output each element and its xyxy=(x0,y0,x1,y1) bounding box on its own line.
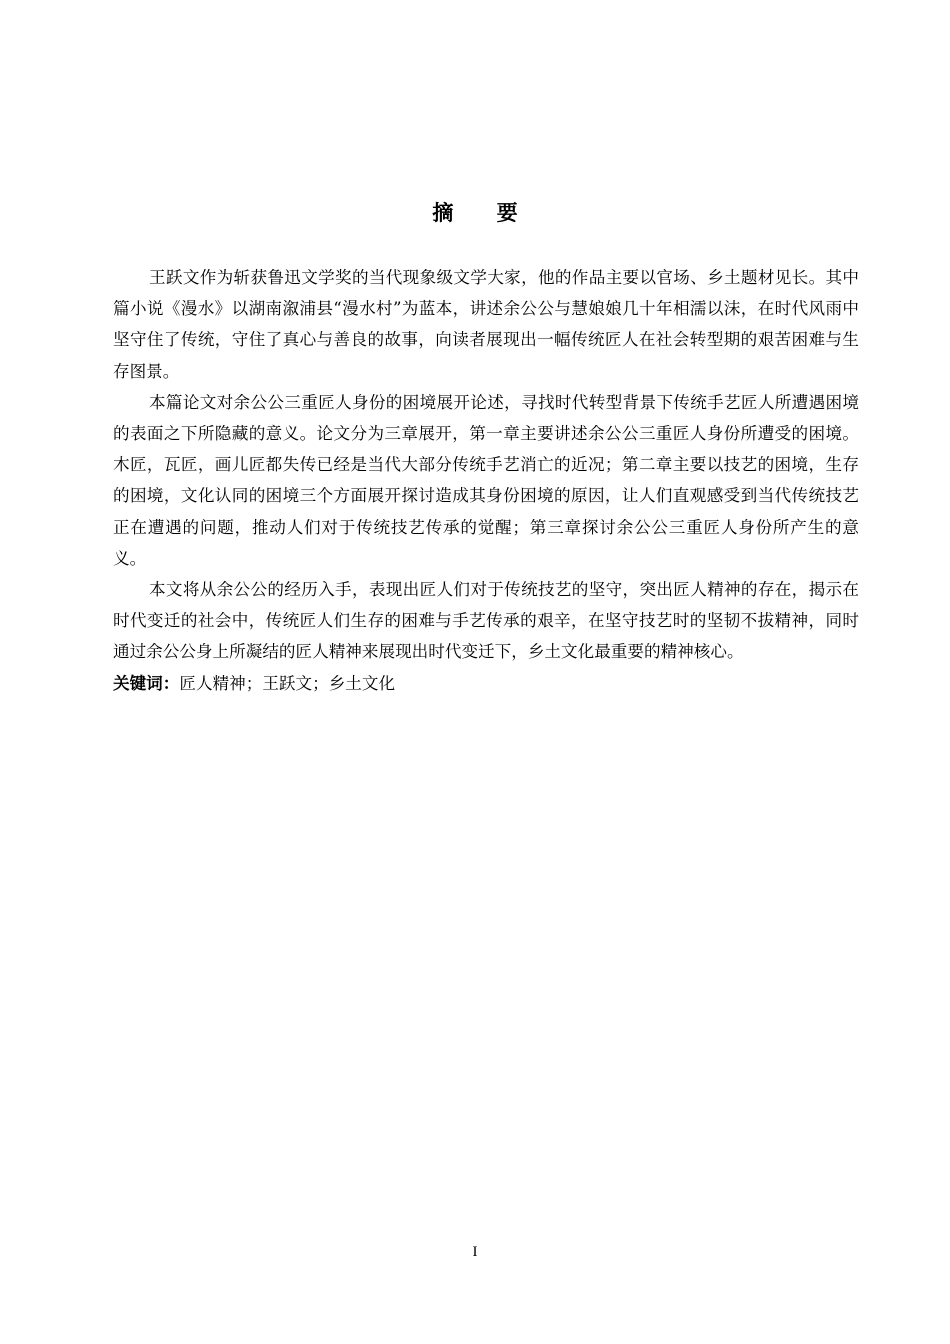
page-number: I xyxy=(472,1244,478,1260)
abstract-body xyxy=(113,262,859,699)
keywords-value: 匠人精神；王跃文；乡土文化 xyxy=(179,673,396,693)
abstract-paragraph-1: 王跃文作为斩获鲁迅文学奖的当代现象级文学大家，他的作品主要以官场、乡土题材见长。其中篇小说《漫水》以湖南溆浦县“漫水村”为蓝本，讲述余公公与慧娘娘几十年相濡以沫，在时代风雨中坚守住了传统，守住了真心与善良的故事，向读者展现出一幅传统匠人在社会转型期的艰苦困难与生存图景。 xyxy=(113,268,859,381)
keywords-line xyxy=(113,668,859,699)
abstract-paragraph-3: 本文将从余公公的经历入手，表现出匠人们对于传统技艺的坚守，突出匠人精神的存在，揭示在时代变迁的社会中，传统匠人们生存的困难与手艺传承的艰辛，在坚守技艺时的坚韧不拔精神，同时通过余公公身上所凝结的匠人精神来展现出时代变迁下，乡土文化最重要的精神核心。 xyxy=(113,580,859,662)
page-title: 摘 要 xyxy=(432,201,536,225)
abstract-paragraph-2: 本篇论文对余公公三重匠人身份的困境展开论述，寻找时代转型背景下传统手艺匠人所遭遇困境的表面之下所隐藏的意义。论文分为三章展开，第一章主要讲述余公公三重匠人身份所遭受的困境。木匠，瓦匠，画儿匠都失传已经是当代大部分传统手艺消亡的近况；第二章主要以技艺的困境，生存的困境，文化认同的困境三个方面展开探讨造成其身份困境的原因，让人们直观感受到当代传统技艺正在遭遇的问题，推动人们对于传统技艺传承的觉醒；第三章探讨余公公三重匠人身份所产生的意义。 xyxy=(113,392,859,568)
keywords-label: 关键词： xyxy=(113,673,180,693)
